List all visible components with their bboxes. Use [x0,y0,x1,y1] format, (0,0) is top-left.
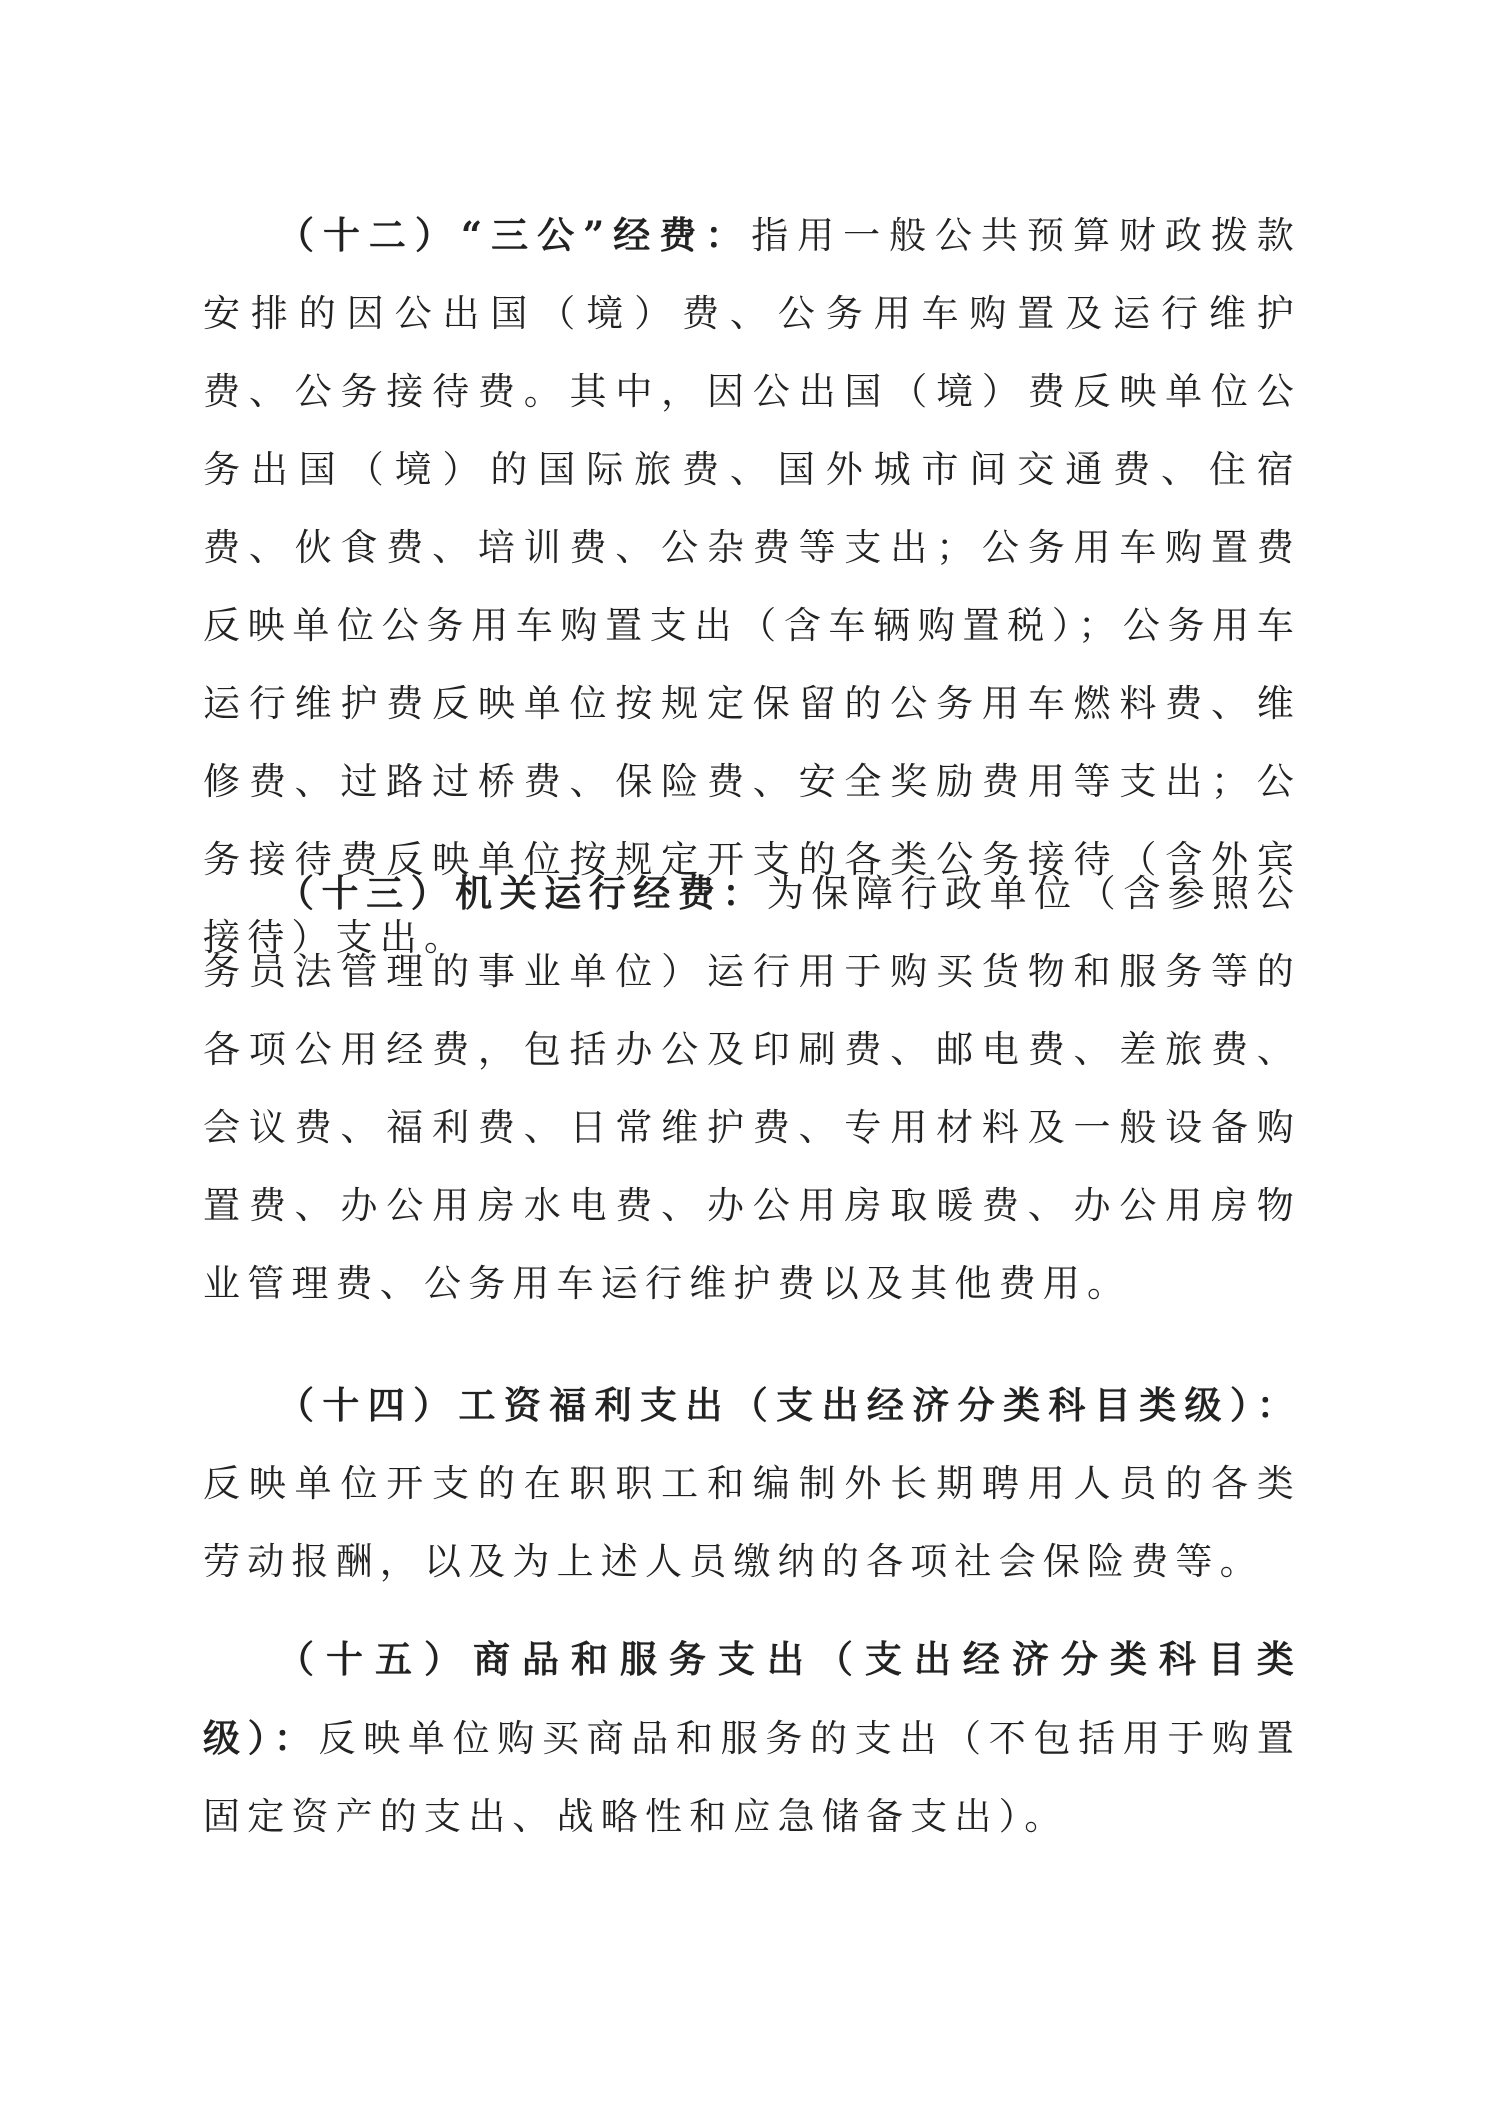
term-agency-operating-expenses: （十三）机关运行经费： [277,871,767,915]
definition-goods-services-expenditure: 反映单位购买商品和服务的支出（不包括用于购置固定资产的支出、战略性和应急储备支出）。 [203,1717,1301,1838]
paragraph-goods-services-expenditure [203,1620,1301,1856]
term-goods-services-expenditure: （十五）商品和服务支出（支出经济分类科目类级）： [203,1637,1301,1760]
paragraph-agency-operating-expenses [203,854,1301,1323]
definition-san-gong-expenses: 指用一般公共预算财政拨款安排的因公出国（境）费、公务用车购置及运行维护费、公务接待费。其中，因公出国（境）费反映单位公务出国（境）的国际旅费、国外城市间交通费、住宿费、伙食费、培训费、公杂费等支出；公务用车购置费反映单位公务用车购置支出（含车辆购置税）；公务用车运行维护费反映单位按规定保留的公务用车燃料费、维修费、过路过桥费、保险费、安全奖励费用等支出；公务接待费反映单位按规定开支的各类公务接待（含外宾接待）支出。 [203,214,1302,959]
definition-wage-welfare-expenditure: 反映单位开支的在职职工和编制外长期聘用人员的各类劳动报酬，以及为上述人员缴纳的各项社会保险费等。 [203,1462,1301,1583]
term-wage-welfare-expenditure: （十四）工资福利支出（支出经济分类科目类级）： [277,1383,1301,1427]
term-san-gong-expenses: （十二）“三公”经费： [277,213,752,257]
paragraph-wage-welfare-expenditure [203,1366,1301,1601]
definition-agency-operating-expenses: 为保障行政单位（含参照公务员法管理的事业单位）运行用于购买货物和服务等的各项公用经费，包括办公及印刷费、邮电费、差旅费、会议费、福利费、日常维护费、专用材料及一般设备购置费、办公用房水电费、办公用房取暖费、办公用房物业管理费、公务用车运行维护费以及其他费用。 [203,872,1302,1305]
